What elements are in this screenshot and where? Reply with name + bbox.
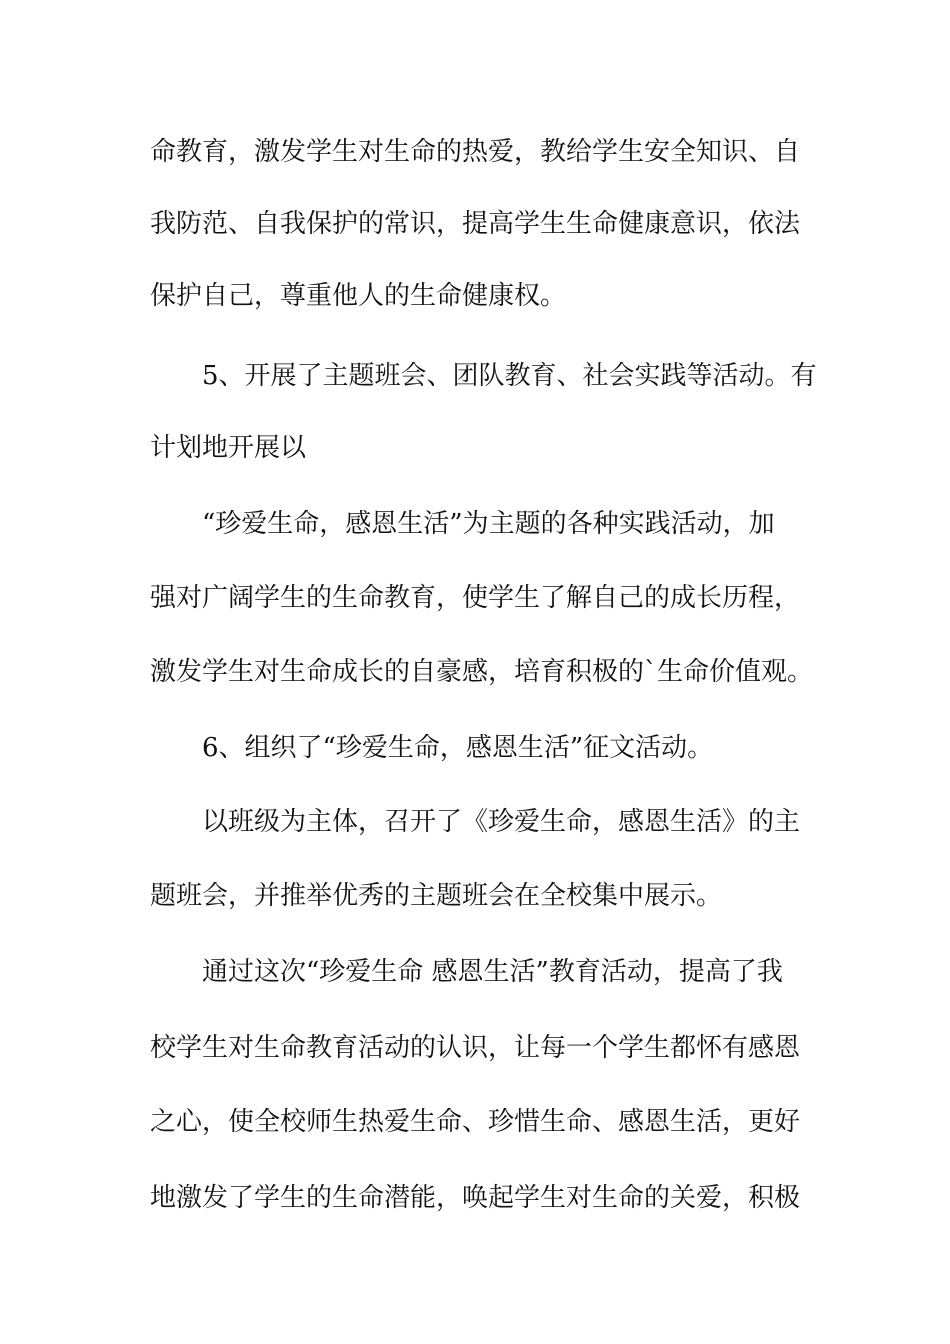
text-line-1: 命教育，激发学生对生命的热爱，教给学生安全知识、自 bbox=[150, 137, 801, 167]
text-line-7: 强对广阔学生的生命教育，使学生了解自己的成长历程， bbox=[150, 583, 801, 613]
text-line-3: 保护自己，尊重他人的生命健康权。 bbox=[150, 281, 567, 311]
text-line-11: 题班会，并推举优秀的主题班会在全校集中展示。 bbox=[150, 881, 723, 911]
text-line-2: 我防范、自我保护的常识，提高学生生命健康意识，依法 bbox=[150, 209, 801, 239]
text-line-8: 激发学生对生命成长的自豪感，培育积极的`生命价值观。 bbox=[150, 657, 814, 687]
text-line-12: 通过这次“珍爱生命 感恩生活”教育活动，提高了我 bbox=[202, 957, 783, 987]
text-line-14: 之心，使全校师生热爱生命、珍惜生命、感恩生活，更好 bbox=[150, 1107, 801, 1137]
text-line-9: 6、组织了“珍爱生命，感恩生活”征文活动。 bbox=[202, 733, 714, 763]
text-line-10: 以班级为主体，召开了《珍爱生命，感恩生活》的主 bbox=[202, 807, 801, 837]
text-line-13: 校学生对生命教育活动的认识，让每一个学生都怀有感恩 bbox=[150, 1033, 801, 1063]
text-line-4: 5、开展了主题班会、团队教育、社会实践等活动。有 bbox=[202, 361, 817, 391]
text-line-5: 计划地开展以 bbox=[150, 433, 307, 463]
text-line-15: 地激发了学生的生命潜能，唤起学生对生命的关爱，积极 bbox=[150, 1183, 801, 1213]
text-line-6: “珍爱生命，感恩生活”为主题的各种实践活动，加 bbox=[202, 509, 775, 539]
